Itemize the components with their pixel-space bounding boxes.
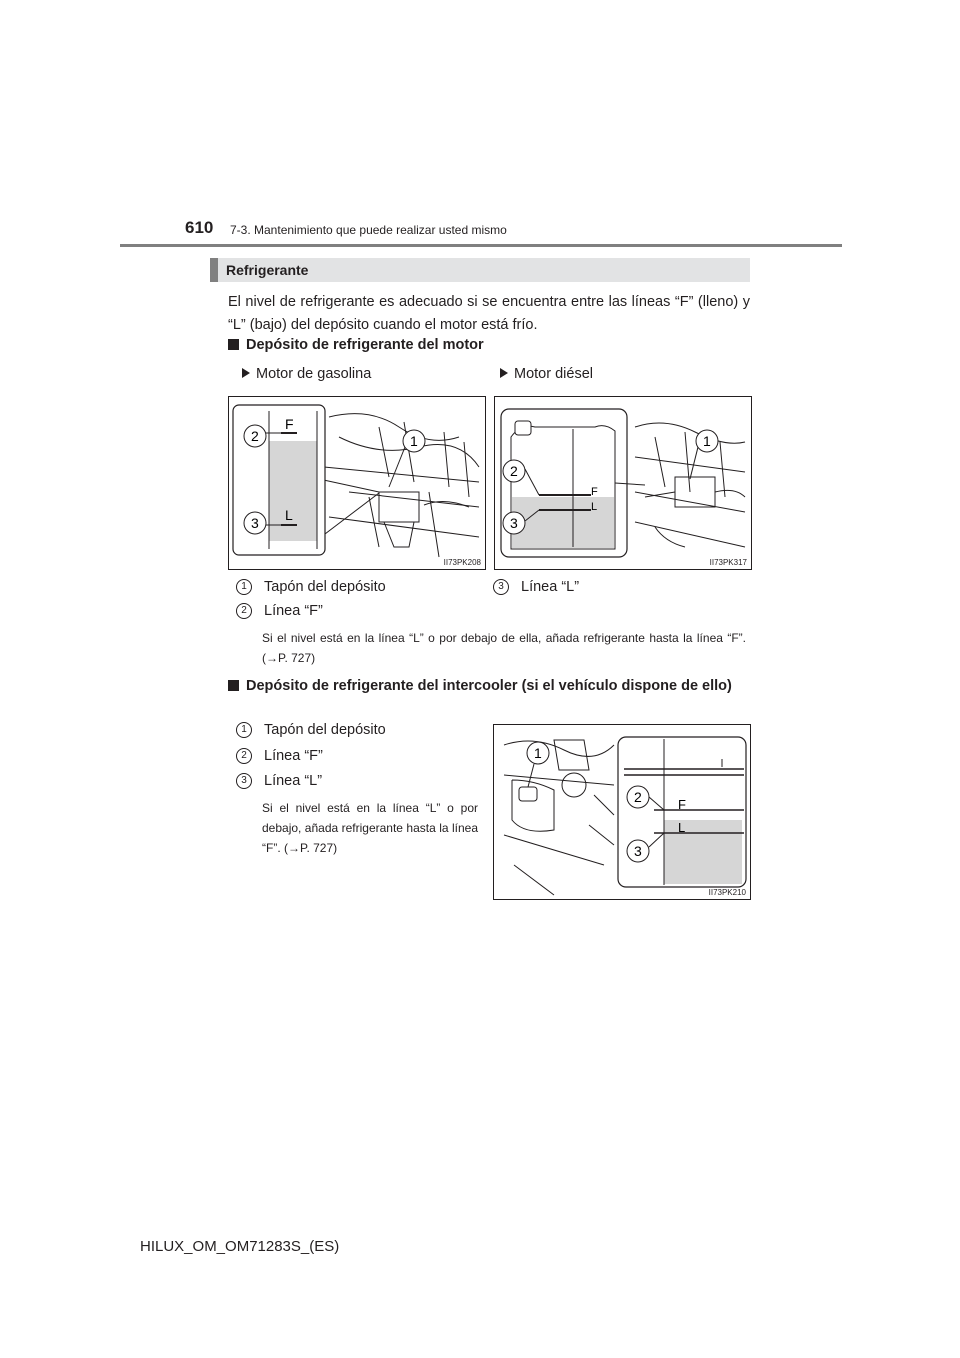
f-line-mark: F <box>285 416 294 432</box>
square-bullet-icon <box>228 339 239 350</box>
intercooler-reservoir-figure <box>493 724 751 900</box>
item-text: Línea “F” <box>264 603 323 619</box>
intercooler-reservoir-heading <box>228 675 748 697</box>
figure-code: II73PK208 <box>443 558 481 567</box>
item-number: 3 <box>493 579 509 595</box>
diesel-engine-illustration <box>495 397 751 569</box>
l-line-mark: L <box>678 820 686 835</box>
item-number: 1 <box>236 722 252 738</box>
legend-item <box>236 773 322 789</box>
callout-2: 2 <box>634 789 642 805</box>
engine-note: Si el nivel está en la línea “L” o por debajo de ella, añada refrigerante hasta la línea “F”. (→P. 727) <box>262 631 746 665</box>
square-bullet-icon <box>228 680 239 691</box>
legend-item <box>236 722 386 738</box>
gasoline-engine-illustration <box>229 397 485 569</box>
section-heading <box>210 258 750 282</box>
document-id: HILUX_OM_OM71283S_(ES) <box>140 1238 340 1255</box>
header-rule <box>120 244 842 247</box>
intercooler-reservoir-title: Depósito de refrigerante del intercooler (si el vehículo dispone de ello) <box>246 678 732 694</box>
item-number: 2 <box>236 748 252 764</box>
f-line-mark: F <box>678 797 686 812</box>
engine-reservoir-title: Depósito de refrigerante del motor <box>246 337 484 353</box>
item-text: Línea “L” <box>264 773 323 789</box>
section-heading-text: Refrigerante <box>226 262 309 278</box>
diesel-label <box>500 366 593 382</box>
f-line-mark: F <box>591 486 598 498</box>
figure-code: II73PK210 <box>708 888 746 897</box>
legend-item <box>236 603 323 619</box>
gasoline-label <box>242 366 371 382</box>
section-title: 7-3. Mantenimiento que puede realizar usted mismo <box>230 223 507 237</box>
callout-2: 2 <box>251 428 259 444</box>
intro-paragraph: El nivel de refrigerante es adecuado si se encuentra entre las líneas “F” (lleno) y “L” (bajo) del depósito cuando el motor está frío. <box>228 294 750 333</box>
item-number: 3 <box>236 773 252 789</box>
l-line-mark: L <box>285 507 293 523</box>
triangle-bullet-icon <box>242 368 250 378</box>
intercooler-illustration <box>494 725 750 899</box>
gasoline-label-text: Motor de gasolina <box>256 366 372 382</box>
callout-3: 3 <box>634 843 642 859</box>
diesel-label-text: Motor diésel <box>514 366 593 382</box>
page-number: 610 <box>185 218 214 237</box>
item-text: Tapón del depósito <box>264 579 386 595</box>
callout-1: 1 <box>534 745 542 761</box>
item-number: 2 <box>236 603 252 619</box>
item-text: Línea “L” <box>521 579 580 595</box>
l-line-mark: L <box>591 501 598 513</box>
legend-item <box>236 748 323 764</box>
figure-code: II73PK317 <box>709 558 747 567</box>
callout-1: 1 <box>703 433 711 449</box>
engine-reservoir-heading <box>228 337 484 353</box>
triangle-bullet-icon <box>500 368 508 378</box>
callout-3: 3 <box>510 515 518 531</box>
callout-3: 3 <box>251 515 259 531</box>
legend-item <box>493 579 579 595</box>
diesel-reservoir-figure <box>494 396 752 570</box>
item-text: Tapón del depósito <box>264 722 386 738</box>
callout-2: 2 <box>510 463 518 479</box>
legend-item <box>236 579 386 595</box>
item-number: 1 <box>236 579 252 595</box>
gasoline-reservoir-figure <box>228 396 486 570</box>
intercooler-note: Si el nivel está en la línea “L” o por debajo, añada refrigerante hasta la línea “F”. (→P. 727) <box>262 801 478 855</box>
item-text: Línea “F” <box>264 748 323 764</box>
callout-1: 1 <box>410 433 418 449</box>
